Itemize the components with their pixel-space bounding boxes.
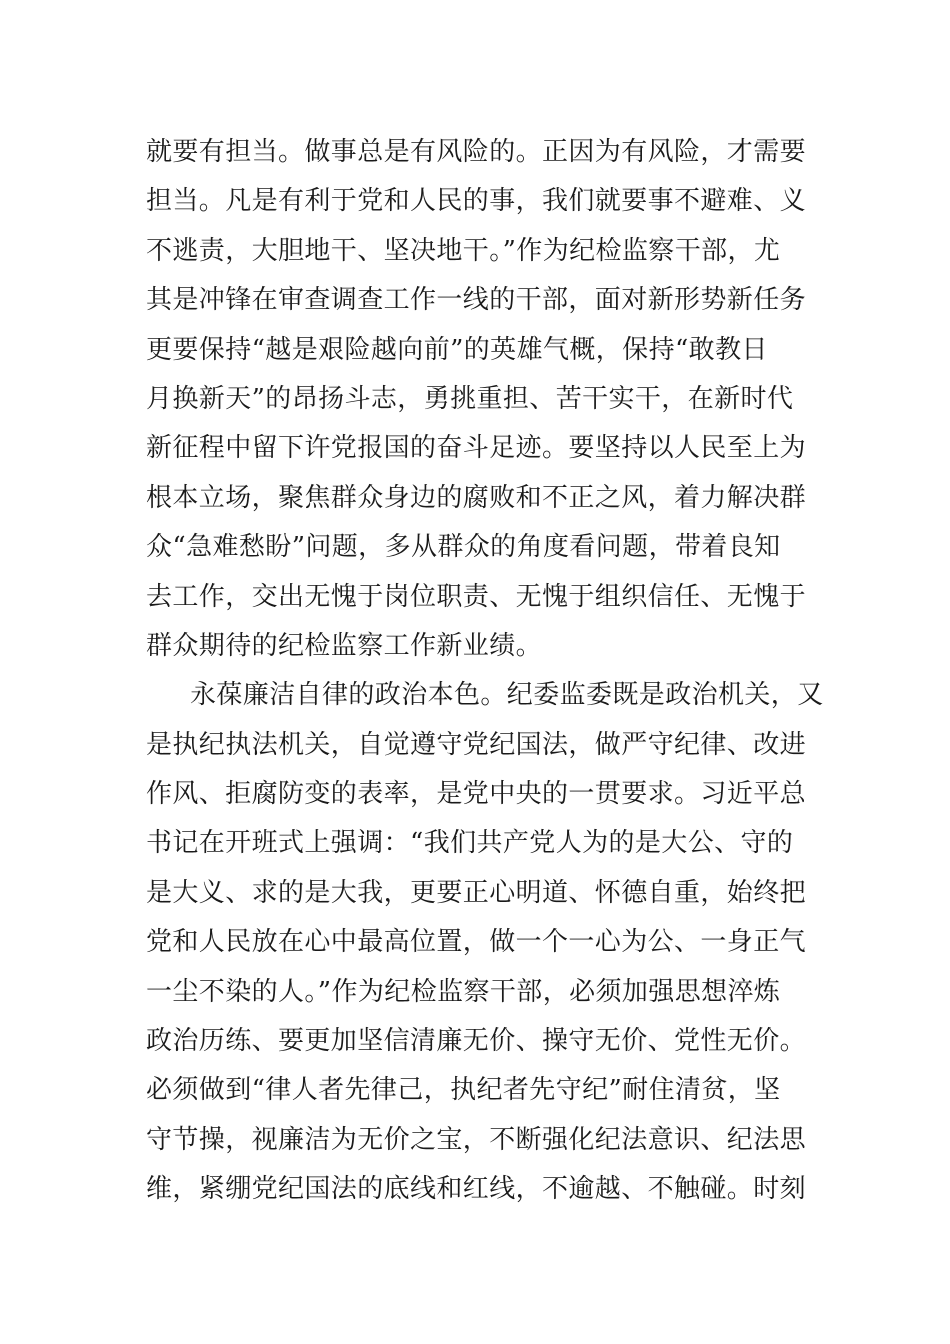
- text-line: 群众期待的纪检监察工作新业绩。: [146, 630, 543, 661]
- text-line: 担当。凡是有利于党和人民的事，我们就要事不避难、义: [146, 186, 807, 217]
- text-line: 维，紧绷党纪国法的底线和红线，不逾越、不触碰。时刻: [146, 1174, 807, 1205]
- document-body: [146, 128, 824, 1215]
- text-line: 众“急难愁盼”问题，多从群众的角度看问题，带着良知: [146, 532, 781, 563]
- text-line: 是大义、求的是大我，更要正心明道、怀德自重，始终把: [146, 877, 807, 908]
- text-line: 根本立场，聚焦群众身边的腐败和不正之风，着力解决群: [146, 482, 807, 513]
- paragraph-1: [146, 128, 812, 671]
- paragraph-2: [146, 671, 824, 1214]
- text-line: 其是冲锋在审查调查工作一线的干部，面对新形势新任务: [146, 285, 807, 316]
- text-line: 党和人民放在心中最高位置，做一个一心为公、一身正气: [146, 927, 807, 958]
- text-line: 永葆廉洁自律的政治本色。纪委监委既是政治机关，又: [190, 680, 824, 711]
- text-line: 是执纪执法机关，自觉遵守党纪国法，做严守纪律、改进: [146, 729, 807, 760]
- text-line: 必须做到“律人者先律己，执纪者先守纪”耐住清贫，坚: [146, 1075, 781, 1106]
- text-line: 月换新天”的昂扬斗志，勇挑重担、苦干实干，在新时代: [146, 383, 794, 414]
- text-line: 不逃责，大胆地干、坚决地干。”作为纪检监察干部，尤: [146, 235, 781, 266]
- text-line: 去工作，交出无愧于岗位职责、无愧于组织信任、无愧于: [146, 581, 807, 612]
- text-line: 守节操，视廉洁为无价之宝，不断强化纪法意识、纪法思: [146, 1124, 807, 1155]
- text-line: 书记在开班式上强调：“我们共产党人为的是大公、守的: [146, 828, 794, 859]
- text-line: 新征程中留下许党报国的奋斗足迹。要坚持以人民至上为: [146, 433, 807, 464]
- text-line: 一尘不染的人。”作为纪检监察干部，必须加强思想淬炼: [146, 976, 781, 1007]
- text-line: 就要有担当。做事总是有风险的。正因为有风险，才需要: [146, 137, 807, 167]
- text-line: 作风、拒腐防变的表率，是党中央的一贯要求。习近平总: [146, 779, 807, 810]
- text-line: 政治历练、要更加坚信清廉无价、操守无价、党性无价。: [146, 1026, 807, 1057]
- text-line: 更要保持“越是艰险越向前”的英雄气概，保持“敢教日: [146, 334, 768, 365]
